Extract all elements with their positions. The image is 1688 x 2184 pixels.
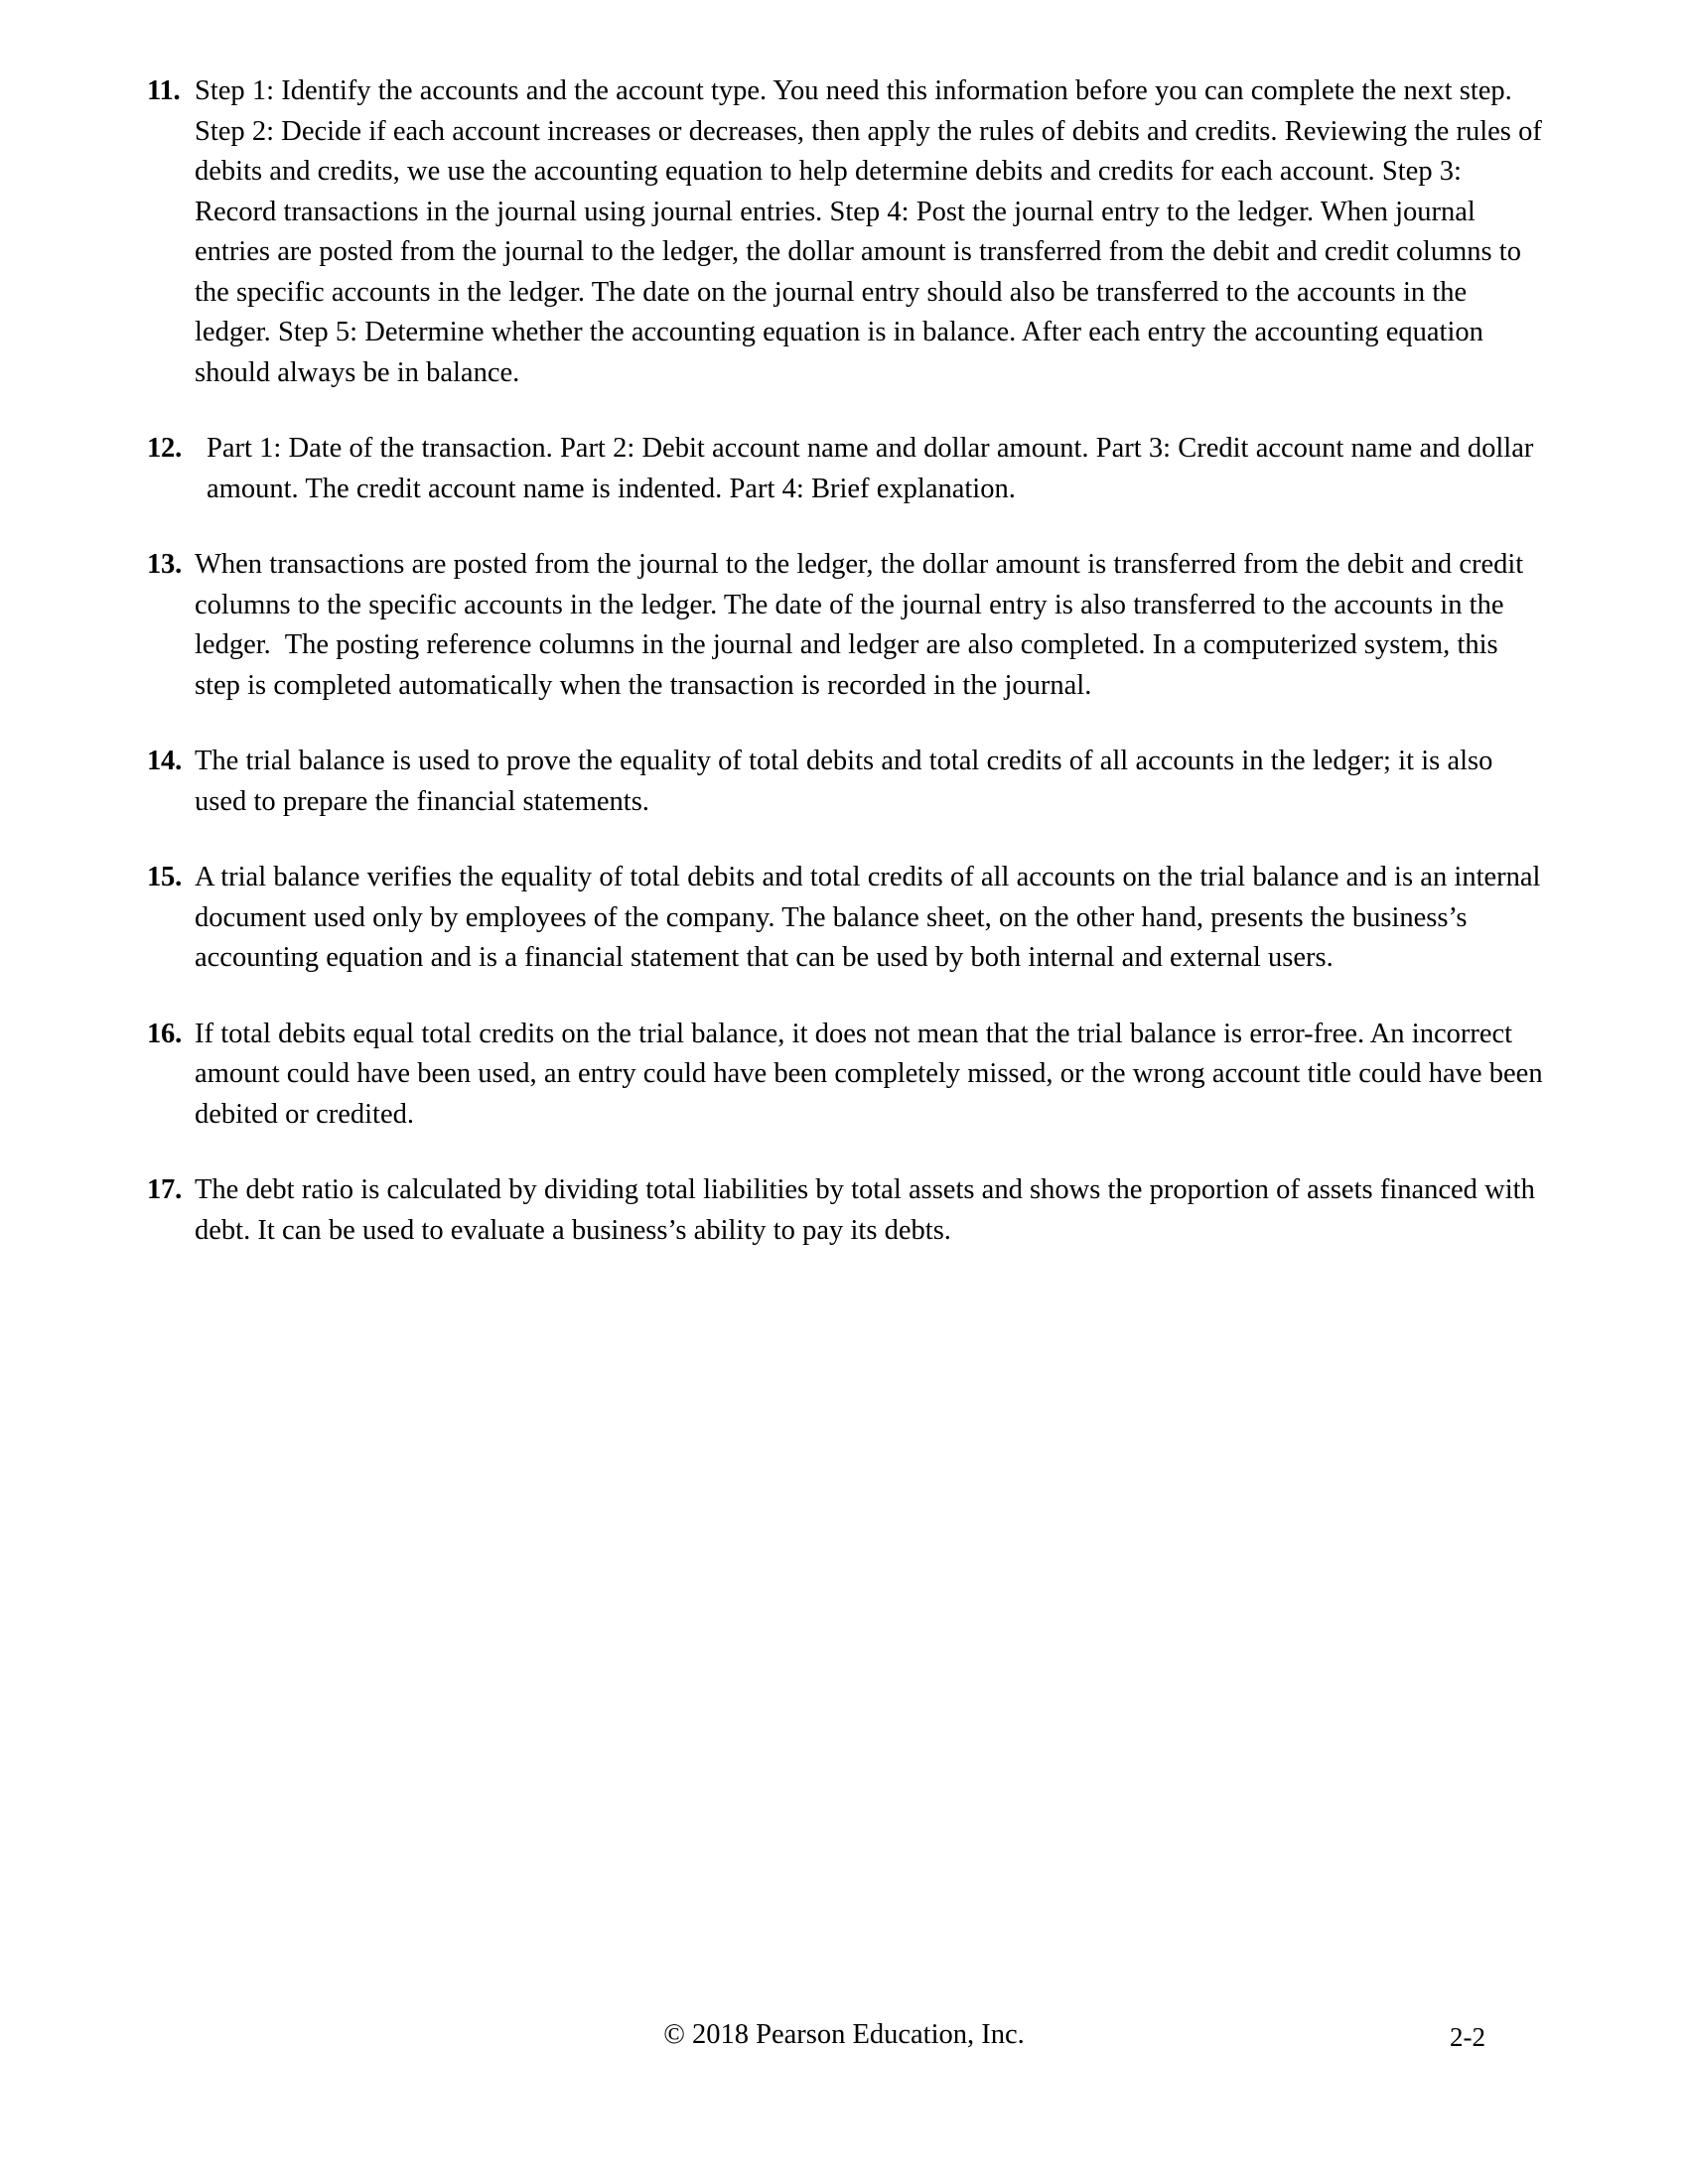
item-text: The debt ratio is calculated by dividing total liabilities by total assets and shows the proportion of assets financed with debt. It can be used to evaluate a business’s ability to pay its debts. — [195, 1174, 1543, 1246]
list-item — [147, 1170, 1547, 1251]
item-number: 15. — [147, 862, 183, 892]
item-text: If total debits equal total credits on the trial balance, it does not mean that the trial balance is error-free. An incorrect amount could have been used, an entry could have been completely missed, or the wrong account title could have been debited or credited. — [195, 1018, 1550, 1130]
item-number: 16. — [147, 1018, 183, 1049]
item-number: 12. — [147, 433, 183, 464]
list-item — [147, 429, 1547, 509]
item-text: Part 1: Date of the transaction. Part 2: Debit account name and dollar amount. Part 3: Credit account name and dollar amount. The credit account name is indented. Part 4: Brief explanation. — [207, 433, 1541, 504]
item-text: Step 1: Identify the accounts and the account type. You need this information before you can complete the next step. Step 2: Decide if each account increases or decreases, then apply the rules of debits and credits. Reviewing the rules of debits and credits, we use the accounting equation to help determine debits and credits for each account. Step 3: Record transactions in the journal using journal entries. Step 4: Post the journal entry to the ledger. When journal entries are posted from the journal to the ledger, the dollar amount is transferred from the debit and credit columns to the specific accounts in the ledger. The date on the journal entry should also be transferred to the accounts in the ledger. Step 5: Determine whether the accounting equation is in balance. After each entry the accounting equation should always be in balance. — [195, 75, 1550, 388]
page-footer — [0, 2015, 1688, 2075]
item-text: A trial balance verifies the equality of total debits and total credits of all accounts on the trial balance and is an internal document used only by employees of the company. The balance sheet, on the other hand, presents the business’s accounting equation and is a financial statement that can be used by both internal and external users. — [195, 862, 1548, 973]
item-text: The trial balance is used to prove the equality of total debits and total credits of all accounts in the ledger; it is also used to prepare the financial statements. — [195, 746, 1500, 817]
item-number: 13. — [147, 549, 183, 580]
answers-list — [147, 71, 1550, 1251]
item-number: 11. — [147, 75, 181, 106]
list-item — [147, 545, 1547, 706]
list-item — [147, 742, 1547, 822]
item-number: 17. — [147, 1174, 183, 1205]
item-number: 14. — [147, 746, 183, 776]
list-item — [147, 858, 1547, 979]
list-item — [147, 1015, 1550, 1136]
copyright-notice: © 2018 Pearson Education, Inc. — [663, 2019, 1025, 2050]
item-text: When transactions are posted from the journal to the ledger, the dollar amount is transferred from the debit and credit columns to the specific accounts in the ledger. The date of the journal entry is also transferred to the accounts in the ledger. The posting reference columns in the journal and ledger are also completed. In a computerized system, this step is completed automatically when the transaction is recorded in the journal. — [195, 549, 1531, 701]
list-item — [147, 71, 1550, 393]
page-number: 2-2 — [1450, 2022, 1485, 2052]
